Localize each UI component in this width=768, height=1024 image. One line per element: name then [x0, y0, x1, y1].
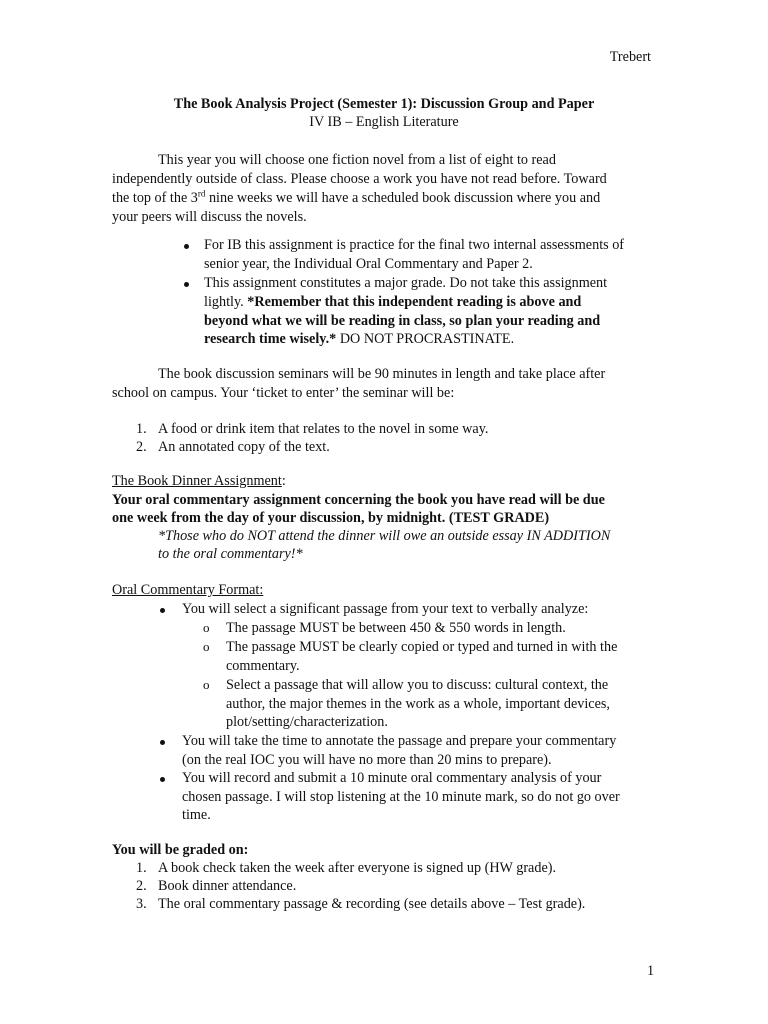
- author-name: Trebert: [609, 49, 651, 65]
- section-heading: Oral Commentary Format:: [112, 582, 264, 598]
- document-title: The Book Analysis Project (Semester 1): Discussion Group and Paper: [173, 96, 595, 112]
- bullet-icon: [184, 244, 189, 249]
- bullet-icon: [160, 740, 165, 745]
- sub-bullet-icon: o: [203, 639, 210, 654]
- section-heading: You will be graded on:: [112, 842, 249, 858]
- bullet-icon: [160, 777, 165, 782]
- bullet-icon: [160, 608, 165, 613]
- sub-bullet-icon: o: [203, 620, 210, 635]
- sub-bullet-icon: o: [203, 677, 210, 692]
- bullet-icon: [184, 282, 189, 287]
- page-number: 1: [647, 963, 655, 979]
- document-subtitle: IV IB – English Literature: [309, 114, 459, 130]
- section-heading: The Book Dinner Assignment: [112, 473, 282, 489]
